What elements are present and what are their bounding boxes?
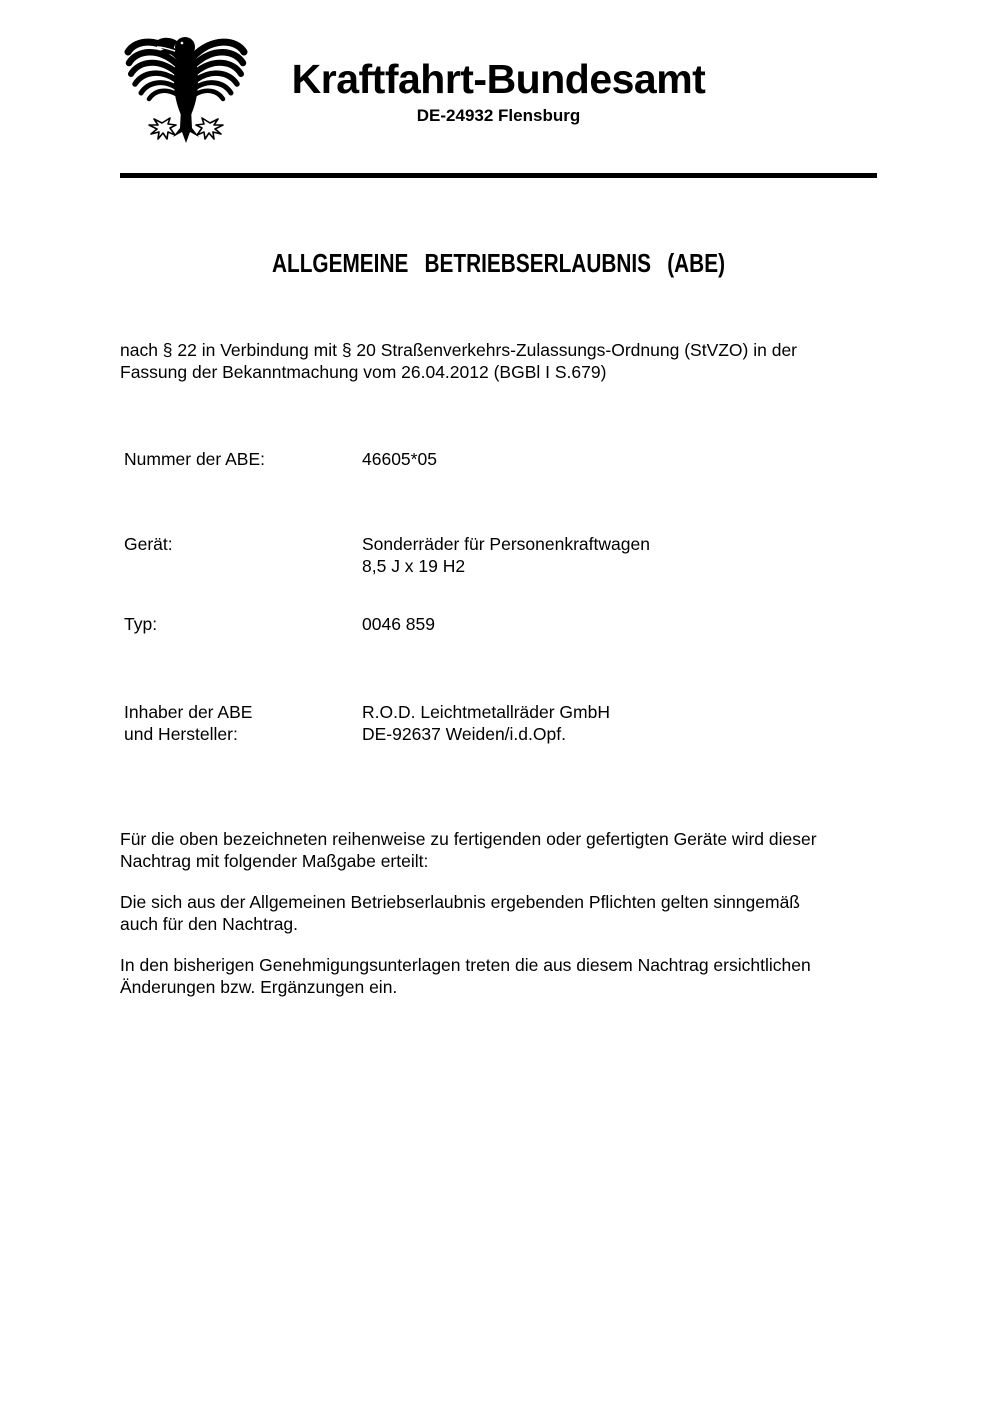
paragraph-line: In den bisherigen Genehmigungsunterlagen treten die aus diesem Nachtrag ersichtlichen	[120, 955, 811, 975]
field-label-line: Typ:	[124, 614, 158, 634]
field-label-line: Inhaber der ABE	[124, 702, 253, 722]
field-value-line: Sonderräder für Personenkraftwagen	[362, 534, 650, 554]
header-divider-rule	[120, 173, 877, 178]
field-value	[362, 533, 877, 577]
agency-location: DE-24932 Flensburg	[416, 106, 581, 125]
legal-basis-paragraph	[120, 339, 877, 383]
closing-paragraph	[120, 828, 877, 872]
paragraph-line: Die sich aus der Allgemeinen Betriebserlaubnis ergebenden Pflichten gelten sinngemäß	[120, 892, 800, 912]
field-label	[124, 448, 362, 470]
legal-basis-line: Fassung der Bekanntmachung vom 26.04.2012 (BGBl I S.679)	[120, 362, 607, 382]
field-value-line: 46605*05	[362, 449, 437, 469]
field-row-inhaber	[124, 701, 877, 745]
field-label	[124, 701, 362, 745]
field-label	[124, 613, 362, 635]
field-label-line: Gerät:	[124, 534, 173, 554]
agency-header	[120, 56, 877, 125]
field-value-line: DE-92637 Weiden/i.d.Opf.	[362, 724, 566, 744]
paragraph-line: auch für den Nachtrag.	[120, 914, 299, 934]
closing-paragraph	[120, 954, 877, 998]
field-value-line: R.O.D. Leichtmetallräder GmbH	[362, 702, 610, 722]
document-title: ALLGEMEINE BETRIEBSERLAUBNIS (ABE)	[272, 248, 725, 278]
field-value	[362, 613, 877, 635]
field-value-line: 0046 859	[362, 614, 435, 634]
agency-name: Kraftfahrt-Bundesamt	[291, 56, 706, 102]
field-label-line: Nummer der ABE:	[124, 449, 266, 469]
paragraph-line: Für die oben bezeichneten reihenweise zu fertigenden oder gefertigten Geräte wird dieser	[120, 829, 817, 849]
field-row-abe-number	[124, 448, 877, 470]
field-label-line: und Hersteller:	[124, 724, 238, 744]
field-value	[362, 701, 877, 745]
legal-basis-line: nach § 22 in Verbindung mit § 20 Straßenverkehrs-Zulassungs-Ordnung (StVZO) in der	[120, 340, 798, 360]
closing-paragraph	[120, 891, 877, 935]
field-value-line: 8,5 J x 19 H2	[362, 556, 466, 576]
field-row-typ	[124, 613, 877, 635]
paragraph-line: Nachtrag mit folgender Maßgabe erteilt:	[120, 851, 429, 871]
paragraph-line: Änderungen bzw. Ergänzungen ein.	[120, 977, 398, 997]
field-label	[124, 533, 362, 577]
field-row-geraet	[124, 533, 877, 577]
field-value	[362, 448, 877, 470]
